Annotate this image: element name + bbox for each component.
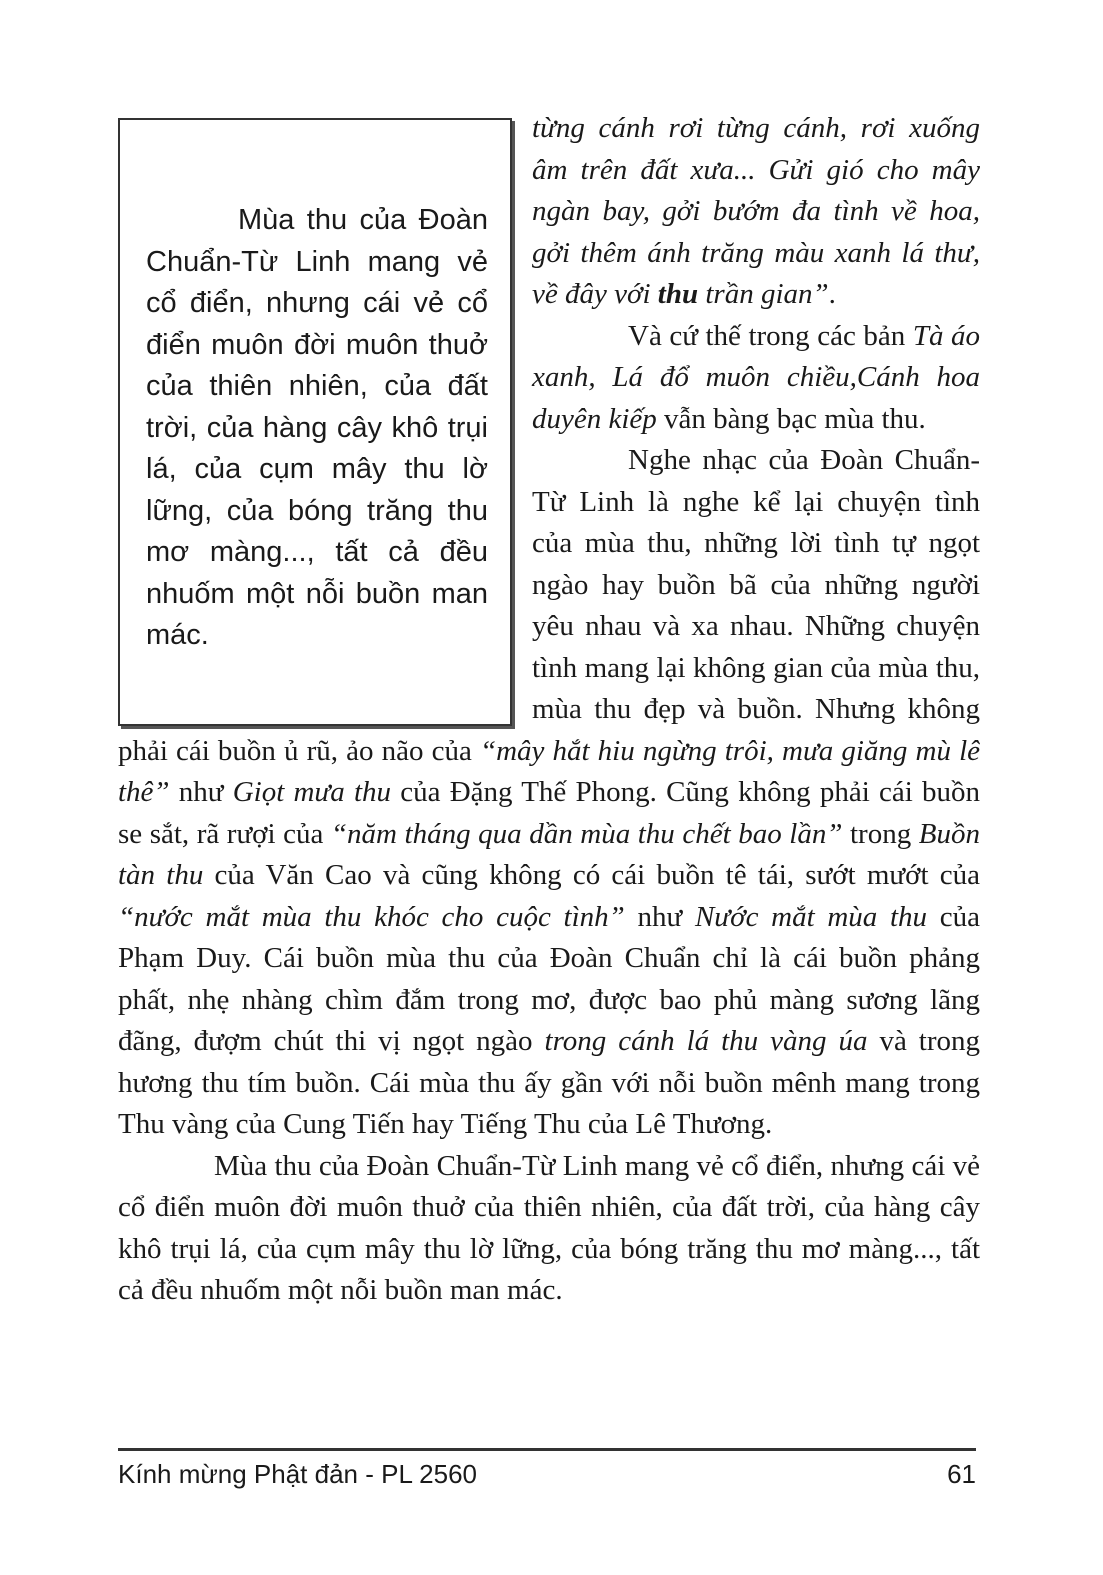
paragraph-summary: Mùa thu của Đoàn Chuẩn-Từ Linh mang vẻ cổ điển, nhưng cái vẻ cổ điển muôn đời muôn thuở của thiên nhiên, của đất trời, của hàng cây khô trụi lá, của cụm mây thu lờ lững, của bóng trăng thu mơ màng..., tất cả đều nhuốm một nỗi buồn man mác. (118, 1149, 980, 1306)
footer-title: Kính mừng Phật đản - PL 2560 (118, 1459, 478, 1489)
song-title: Giọt mưa thu (232, 776, 392, 808)
quote-buon-tan-thu: “năm tháng qua dần mùa thu chết bao lần” (330, 817, 843, 850)
text-run: của Văn Cao và cũng không có cái buồn tê tái, sướt mướt của (203, 859, 980, 891)
song-title: Buồn tàn thu (118, 817, 980, 891)
song-title: Nước mắt mùa thu (694, 900, 928, 933)
lyrics-quote: từng cánh rơi từng cánh, rơi xuống âm trên đất xưa... Gửi gió cho mây ngàn bay, gởi bướm đa tình về hoa, gởi thêm ánh trăng màu xanh lá thư, về đây với (532, 112, 980, 310)
text-run: của Phạm Duy. Cái buồn mùa thu của Đoàn Chuẩn chỉ là cái buồn phảng phất, nhẹ nhàng chìm đắm trong mơ, được bao phủ màng sương lãng đãng, đượm chút thi vị ngọt ngào (118, 900, 981, 1057)
page-number: 61 (947, 1459, 976, 1489)
article-body (118, 108, 980, 1312)
pull-quote-box (118, 118, 512, 726)
text-run: vẫn bàng bạc mùa thu. (656, 402, 926, 435)
lyrics-quote-end: trần gian” (698, 278, 829, 310)
text-run: như (169, 776, 233, 808)
quote-mua-thu: “mây hắt hiu ngừng trôi, mưa giăng mù lê thê” (118, 734, 980, 808)
text-run: và trong hương thu tím buồn. Cái mùa thu ấy gần với nỗi buồn mênh mang trong Thu vàng của Cung Tiến hay Tiếng Thu của Lê Thương. (118, 1025, 981, 1140)
italic-phrase: trong cánh lá thu vàng úa (544, 1025, 868, 1057)
song-titles: Tà áo xanh, Lá đổ muôn chiều,Cánh hoa duyên kiếp (532, 319, 980, 435)
lyrics-quote-period: . (828, 278, 836, 310)
lyrics-quote-bold: thu (657, 278, 699, 310)
text-run: Và cứ thế trong các bản (628, 319, 913, 352)
pull-quote-text: Mùa thu của Đoàn Chuẩn-Từ Linh mang vẻ cổ điển, nhưng cái vẻ cổ điển muôn đời muôn thuở của thiên nhiên, của đất trời, của hàng cây khô trụi lá, của cụm mây thu lờ lững, của bóng trăng thu mơ màng..., tất cả đều nhuốm một nỗi buồn man mác. (146, 204, 488, 651)
text-run: Nghe nhạc của Đoàn Chuẩn-Từ Linh là nghe kể lại chuyện tình của mùa thu, những lời tình tự ngọt ngào hay buồn bã của những người yêu nhau và xa nhau. Những chuyện tình mang lại không gian của mùa thu, mùa thu đẹp và buồn. Nhưng không phải cái buồn ủ rũ, ảo não của (118, 444, 980, 767)
text-run: trong (842, 817, 919, 850)
text-run: như (624, 900, 695, 933)
text-run: của Đặng Thế Phong. Cũng không phải cái buồn se sắt, rã rượi của (118, 776, 981, 850)
footer-divider (118, 1448, 976, 1451)
quote-nuoc-mat: “nước mắt mùa thu khóc cho cuộc tình” (118, 900, 625, 933)
